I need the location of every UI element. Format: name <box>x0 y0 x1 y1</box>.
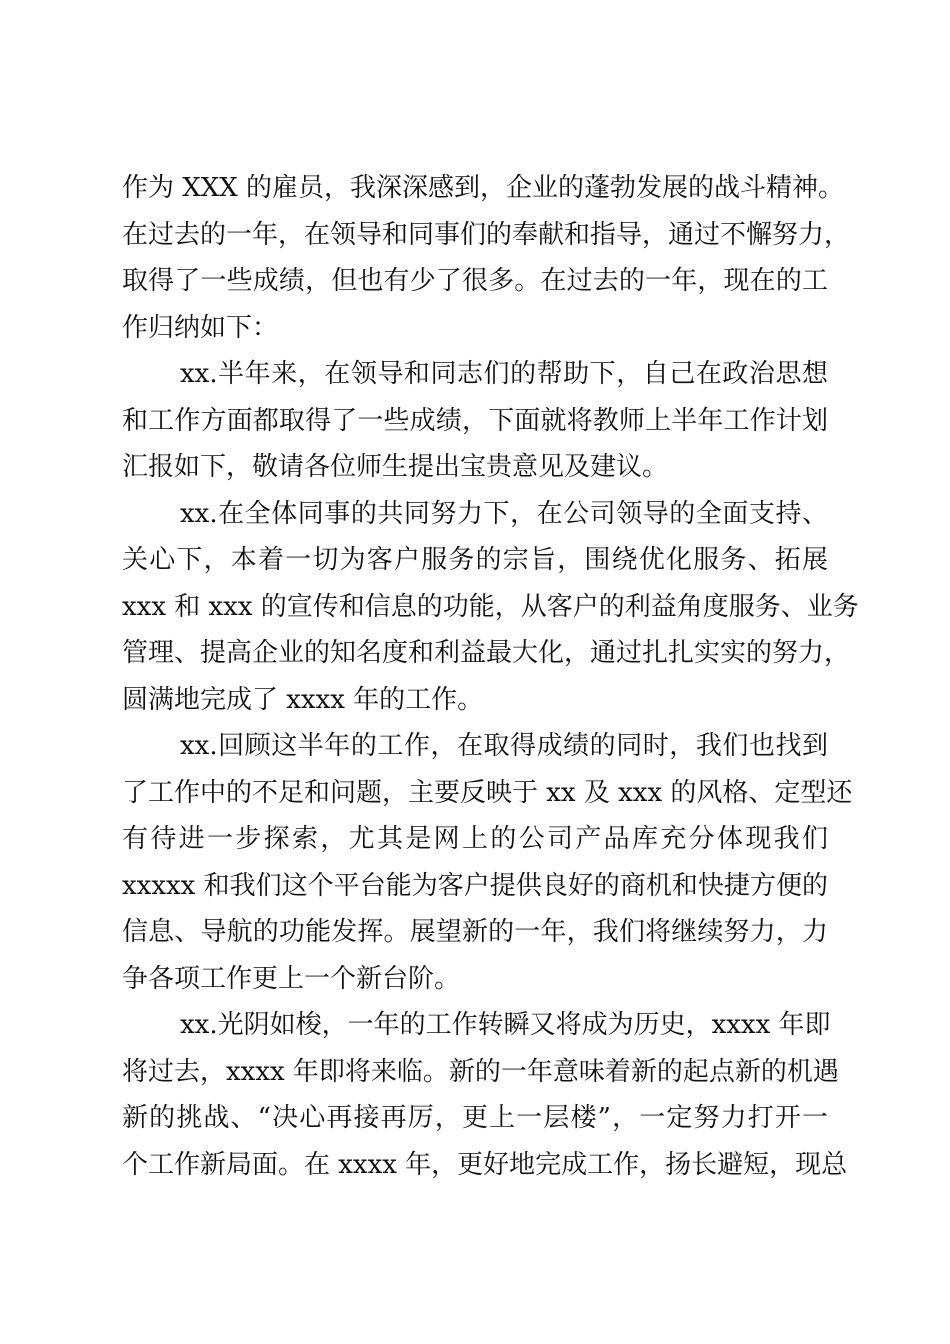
text-line: 新的挑战、“决心再接再厉，更上一层楼”，一定努力打开一 <box>122 1103 828 1133</box>
text-line: 在过去的一年，在领导和同事们的奉献和指导，通过不懈努力， <box>122 219 851 250</box>
text-line: 汇报如下，敬请各位师生提出宝贵意见及建议。 <box>122 452 669 482</box>
text-line: 争各项工作更上一个新台阶。 <box>122 963 461 994</box>
text-line: xx.回顾这半年的工作，在取得成绩的同时，我们也找到 <box>180 731 828 761</box>
text-line: 个工作新局面。在 xxxx 年，更好地完成工作，扬长避短，现总 <box>122 1149 848 1180</box>
text-line: 信息、导航的功能发挥。展望新的一年，我们将继续努力，力 <box>122 917 828 947</box>
text-line: xx.半年来，在领导和同志们的帮助下，自己在政治思想 <box>180 359 828 389</box>
text-line: 作为 XXX 的雇员，我深深感到，企业的蓬勃发展的战斗精神。 <box>122 173 845 203</box>
text-line: 有待进一步探索，尤其是网上的公司产品库充分体现我们 <box>122 824 828 854</box>
text-line: 将过去，xxxx 年即将来临。新的一年意味着新的起点新的机遇 <box>122 1056 839 1087</box>
document-body <box>122 165 859 1188</box>
text-line: 关心下，本着一切为客户服务的宗旨，围绕优化服务、拓展 <box>122 545 828 575</box>
text-line: xxxxx 和我们这个平台能为客户提供良好的商机和快捷方便的 <box>122 870 828 901</box>
text-line: 取得了一些成绩，但也有少了很多。在过去的一年，现在的工 <box>122 266 828 296</box>
text-line: 作归纳如下： <box>122 312 279 343</box>
text-line: xxx 和 xxx 的宣传和信息的功能，从客户的利益角度服务、业务 <box>122 591 859 622</box>
text-line: xx.在全体同事的共同努力下，在公司领导的全面支持、 <box>180 498 828 529</box>
text-line: xx.光阴如梭，一年的工作转瞬又将成为历史，xxxx 年即 <box>180 1010 831 1040</box>
text-line: 圆满地完成了 xxxx 年的工作。 <box>122 684 484 715</box>
text-line: 和工作方面都取得了一些成绩，下面就将教师上半年工作计划 <box>122 405 828 436</box>
text-line: 管理、提高企业的知名度和利益最大化，通过扎扎实实的努力， <box>122 638 851 668</box>
text-line: 了工作中的不足和问题，主要反映于 xx 及 xxx 的风格、定型还 <box>122 777 853 808</box>
